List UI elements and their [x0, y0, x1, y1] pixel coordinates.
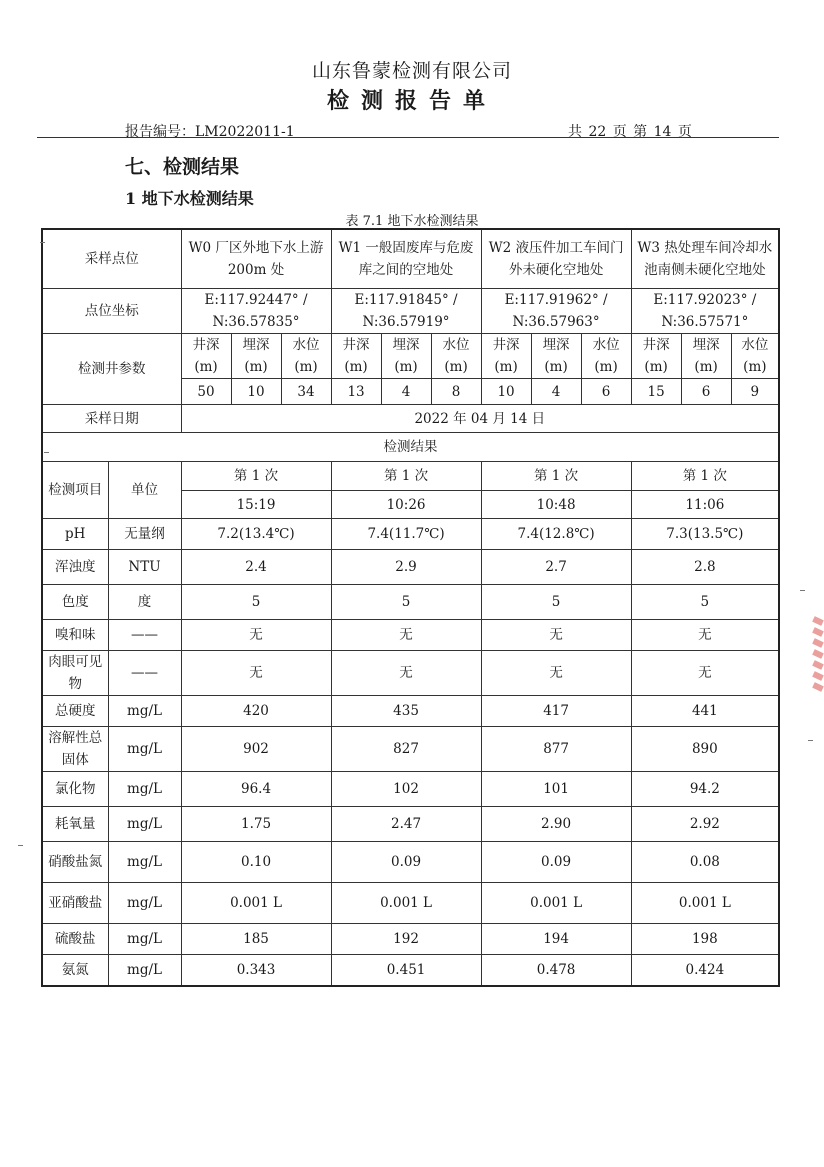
result-unit: mg/L	[108, 924, 181, 955]
result-item: 亚硝酸盐	[42, 883, 108, 924]
site-coordinates: E:117.91962° / N:36.57963°	[481, 289, 631, 334]
result-value: 无	[481, 620, 631, 651]
unit-header: 单位	[108, 462, 181, 519]
site-coordinates: E:117.92023° / N:36.57571°	[631, 289, 779, 334]
result-value: 无	[331, 620, 481, 651]
param-header: 水位 (m)	[281, 334, 331, 379]
param-header: 井深 (m)	[331, 334, 381, 379]
result-value: 7.2(13.4℃)	[181, 519, 331, 550]
result-value: 2.7	[481, 550, 631, 585]
sampling-time: 10:48	[481, 491, 631, 519]
result-unit: mg/L	[108, 842, 181, 883]
result-item: 色度	[42, 585, 108, 620]
param-header: 埋深 (m)	[381, 334, 431, 379]
coordinates-label: 点位坐标	[42, 289, 181, 334]
result-value: 0.09	[481, 842, 631, 883]
table-caption: 表 7.1 地下水检测结果	[345, 214, 479, 229]
well-value: 15	[631, 379, 681, 405]
well-value: 8	[431, 379, 481, 405]
sampling-time: 10:26	[331, 491, 481, 519]
result-value: 7.3(13.5℃)	[631, 519, 779, 550]
result-value: 0.001 L	[331, 883, 481, 924]
site-coordinates: E:117.92447° / N:36.57835°	[181, 289, 331, 334]
report-number: 报告编号：LM2022011-1	[125, 124, 295, 140]
well-value: 4	[381, 379, 431, 405]
well-value: 13	[331, 379, 381, 405]
result-value: 2.92	[631, 807, 779, 842]
result-value: 0.001 L	[631, 883, 779, 924]
result-unit: mg/L	[108, 696, 181, 727]
result-value: 0.478	[481, 955, 631, 987]
result-unit: ——	[108, 651, 181, 696]
results-header-row	[42, 433, 779, 462]
result-value: 无	[331, 651, 481, 696]
result-value: 无	[631, 651, 779, 696]
result-row	[42, 883, 779, 924]
result-value: 0.424	[631, 955, 779, 987]
result-value: 96.4	[181, 772, 331, 807]
result-row	[42, 519, 779, 550]
result-unit: ——	[108, 620, 181, 651]
result-value: 无	[631, 620, 779, 651]
company-name: 山东鲁蒙检测有限公司	[311, 60, 512, 82]
result-value: 198	[631, 924, 779, 955]
result-value: 5	[181, 585, 331, 620]
result-value: 0.001 L	[481, 883, 631, 924]
result-item: 肉眼可见物	[42, 651, 108, 696]
scan-mark	[40, 242, 45, 243]
result-row	[42, 924, 779, 955]
result-unit: mg/L	[108, 955, 181, 987]
result-value: 0.001 L	[181, 883, 331, 924]
result-value: 7.4(12.8℃)	[481, 519, 631, 550]
result-value: 902	[181, 727, 331, 772]
site-name: W1 一般固废库与危废库之间的空地处	[331, 229, 481, 289]
result-row	[42, 620, 779, 651]
result-item: pH	[42, 519, 108, 550]
result-item: 氨氮	[42, 955, 108, 987]
result-row	[42, 955, 779, 987]
result-value: 102	[331, 772, 481, 807]
result-value: 185	[181, 924, 331, 955]
result-value: 2.8	[631, 550, 779, 585]
result-unit: NTU	[108, 550, 181, 585]
groundwater-results-table	[41, 228, 780, 987]
result-value: 0.08	[631, 842, 779, 883]
coordinates-row	[42, 289, 779, 334]
result-unit: mg/L	[108, 772, 181, 807]
well-param-header-row	[42, 334, 779, 379]
result-value: 0.10	[181, 842, 331, 883]
header-divider	[37, 137, 779, 138]
param-header: 水位 (m)	[581, 334, 631, 379]
result-item: 硫酸盐	[42, 924, 108, 955]
scan-mark	[800, 590, 805, 591]
site-coordinates: E:117.91845° / N:36.57919°	[331, 289, 481, 334]
result-unit: 度	[108, 585, 181, 620]
result-value: 877	[481, 727, 631, 772]
result-unit: 无量纲	[108, 519, 181, 550]
result-value: 无	[181, 620, 331, 651]
item-header: 检测项目	[42, 462, 108, 519]
well-value: 10	[231, 379, 281, 405]
result-value: 无	[481, 651, 631, 696]
result-unit: mg/L	[108, 727, 181, 772]
well-value: 50	[181, 379, 231, 405]
result-item: 硝酸盐氮	[42, 842, 108, 883]
result-value: 827	[331, 727, 481, 772]
param-header: 井深 (m)	[181, 334, 231, 379]
result-value: 2.90	[481, 807, 631, 842]
result-value: 0.09	[331, 842, 481, 883]
round-label: 第 1 次	[331, 462, 481, 491]
result-value: 441	[631, 696, 779, 727]
well-value: 6	[581, 379, 631, 405]
sampling-time: 15:19	[181, 491, 331, 519]
result-value: 2.47	[331, 807, 481, 842]
result-value: 435	[331, 696, 481, 727]
result-item: 溶解性总固体	[42, 727, 108, 772]
param-header: 井深 (m)	[631, 334, 681, 379]
result-value: 2.9	[331, 550, 481, 585]
result-item: 嗅和味	[42, 620, 108, 651]
well-value: 10	[481, 379, 531, 405]
result-value: 0.451	[331, 955, 481, 987]
result-value: 192	[331, 924, 481, 955]
param-header: 埋深 (m)	[681, 334, 731, 379]
result-unit: mg/L	[108, 883, 181, 924]
param-header: 水位 (m)	[731, 334, 779, 379]
scan-mark	[18, 845, 23, 846]
sampling-date-label: 采样日期	[42, 405, 181, 433]
section-title: 七、检测结果	[125, 156, 240, 178]
round-label: 第 1 次	[181, 462, 331, 491]
result-row	[42, 550, 779, 585]
param-header: 埋深 (m)	[231, 334, 281, 379]
round-label: 第 1 次	[631, 462, 779, 491]
scan-mark	[808, 740, 813, 741]
result-value: 1.75	[181, 807, 331, 842]
result-row	[42, 696, 779, 727]
result-item: 耗氧量	[42, 807, 108, 842]
well-value: 6	[681, 379, 731, 405]
round-label: 第 1 次	[481, 462, 631, 491]
site-name: W2 液压件加工车间门外未硬化空地处	[481, 229, 631, 289]
scan-mark	[44, 452, 49, 453]
site-name: W0 厂区外地下水上游 200m 处	[181, 229, 331, 289]
page-info: 共 22 页 第 14 页	[568, 124, 692, 140]
well-params-label: 检测井参数	[42, 334, 181, 405]
result-row	[42, 727, 779, 772]
result-value: 194	[481, 924, 631, 955]
result-value: 5	[481, 585, 631, 620]
result-item: 氯化物	[42, 772, 108, 807]
result-unit: mg/L	[108, 807, 181, 842]
result-value: 94.2	[631, 772, 779, 807]
site-name: W3 热处理车间冷却水池南侧未硬化空地处	[631, 229, 779, 289]
sampling-date-row	[42, 405, 779, 433]
sampling-time: 11:06	[631, 491, 779, 519]
param-header: 井深 (m)	[481, 334, 531, 379]
result-value: 0.343	[181, 955, 331, 987]
result-row	[42, 585, 779, 620]
round-row	[42, 462, 779, 491]
sampling-point-row	[42, 229, 779, 289]
sampling-date: 2022 年 04 月 14 日	[181, 405, 779, 433]
result-row	[42, 807, 779, 842]
result-row	[42, 651, 779, 696]
well-value: 34	[281, 379, 331, 405]
subsection-title: 1 地下水检测结果	[125, 189, 254, 208]
result-value: 2.4	[181, 550, 331, 585]
result-value: 890	[631, 727, 779, 772]
param-header: 水位 (m)	[431, 334, 481, 379]
sampling-point-label: 采样点位	[42, 229, 181, 289]
result-item: 浑浊度	[42, 550, 108, 585]
result-value: 101	[481, 772, 631, 807]
result-row	[42, 772, 779, 807]
document-title: 检测报告单	[326, 88, 497, 114]
result-row	[42, 842, 779, 883]
result-value: 420	[181, 696, 331, 727]
result-value: 5	[631, 585, 779, 620]
well-value: 4	[531, 379, 581, 405]
result-value: 7.4(11.7℃)	[331, 519, 481, 550]
well-value: 9	[731, 379, 779, 405]
result-value: 无	[181, 651, 331, 696]
result-item: 总硬度	[42, 696, 108, 727]
result-value: 5	[331, 585, 481, 620]
red-seal-edge	[810, 615, 824, 725]
results-label: 检测结果	[42, 433, 779, 462]
result-value: 417	[481, 696, 631, 727]
param-header: 埋深 (m)	[531, 334, 581, 379]
